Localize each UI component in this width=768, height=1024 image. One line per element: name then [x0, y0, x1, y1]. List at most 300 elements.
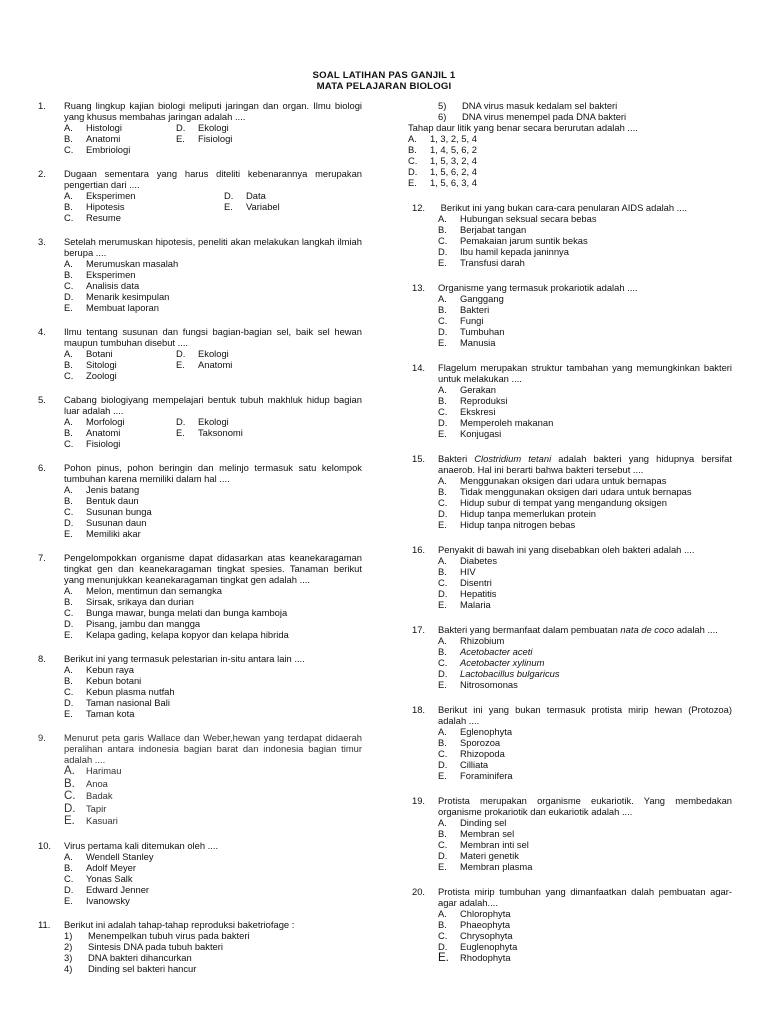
question-stem: Berikut ini yang bukan cara-cara penularan AIDS adalah ....: [438, 202, 688, 213]
question-12: [412, 202, 732, 268]
question-number: 13.: [412, 282, 426, 293]
option-letter: B.: [64, 495, 73, 506]
option-letter: A.: [64, 850, 73, 862]
stem-part: adalah bakteri yang hidupnya bersifat anaerob. Hal ini berarti bahwa bakteri tersebut ....: [438, 453, 732, 475]
option-text: Manusia: [460, 337, 496, 348]
option-text: Pemakaian jarum suntik bekas: [460, 235, 588, 246]
option-letter: C.: [64, 790, 76, 802]
option-text: Materi genetik: [460, 850, 519, 861]
option-letter: A.: [438, 293, 447, 304]
option-text: Memperoleh makanan: [460, 417, 554, 428]
option-c: [438, 577, 732, 588]
step-text: DNA bakteri dihancurkan: [88, 951, 192, 963]
option-letter: D.: [438, 417, 448, 428]
option-text: Melon, mentimun dan semangka: [86, 585, 223, 596]
option-text: Hidup subur di tempat yang mengandung oksigen: [460, 497, 667, 508]
option-letter: B.: [438, 566, 447, 577]
option-e: [438, 861, 732, 872]
question-19: [412, 795, 732, 872]
option-a: [64, 484, 362, 495]
option-b: [438, 919, 732, 930]
step-text: DNA virus masuk kedalam sel bakteri: [462, 100, 618, 111]
option-letter: B.: [438, 919, 447, 930]
option-letter: E.: [438, 337, 447, 348]
option-text: Ganggang: [460, 293, 504, 304]
option-b: [438, 224, 732, 235]
option-e: [64, 815, 362, 828]
question-3: [38, 236, 362, 313]
question-number: 15.: [412, 453, 426, 464]
option-letter: C.: [64, 607, 74, 618]
step-4: [64, 963, 362, 974]
option-text: Hipotesis: [86, 201, 125, 212]
stem-part: adalah ....: [674, 624, 718, 635]
option-text: Susunan daun: [86, 517, 147, 528]
option-text: Acetobacter xylinum: [460, 657, 545, 668]
option-text: Rhizopoda: [460, 748, 505, 759]
option-d: [408, 166, 732, 177]
option-letter: E.: [64, 528, 73, 539]
option-letter: B.: [64, 675, 73, 686]
option-text: Jenis batang: [86, 484, 140, 495]
option-text: Ekologi: [198, 348, 229, 359]
question-stem: Setelah merumuskan hipotesis, peneliti akan melakukan langkah ilmiah berupa ....: [64, 236, 362, 258]
question-number: 17.: [412, 624, 426, 635]
option-text: Bentuk daun: [86, 495, 139, 506]
option-text: Reproduksi: [460, 395, 508, 406]
option-text: Histologi: [86, 122, 122, 133]
option-text: Membuat laporan: [86, 302, 159, 313]
option-letter: D.: [176, 416, 186, 427]
option-e: [64, 895, 362, 906]
question-stem: Berikut ini yang bukan termasuk protista mirip hewan (Protozoa) adalah ....: [438, 704, 732, 726]
option-letter: B.: [64, 269, 73, 280]
option-b: [438, 395, 732, 406]
option-letter: B.: [64, 596, 73, 607]
option-text: Taman kota: [86, 708, 135, 719]
question-15: [412, 453, 732, 530]
option-letter: E.: [64, 894, 73, 906]
option-text: Ekologi: [198, 416, 229, 427]
option-letter: A.: [64, 122, 73, 133]
option-letter: B.: [438, 224, 447, 235]
question-4: [38, 326, 362, 381]
option-b: [438, 304, 732, 315]
option-letter: D.: [408, 166, 418, 177]
option-letter: E.: [224, 201, 233, 212]
question-number: 1.: [38, 100, 46, 111]
option-a: [64, 585, 362, 596]
option-text: Morfologi: [86, 416, 125, 427]
option-letter: A.: [64, 585, 73, 596]
option-text: Euglenophyta: [460, 941, 518, 952]
option-letter: E.: [438, 679, 447, 690]
question-number: 19.: [412, 795, 426, 806]
option-a: [438, 726, 732, 737]
question-number: 2.: [38, 168, 46, 179]
option-text: Foraminifera: [460, 770, 513, 781]
question-stem: Organisme yang termasuk prokariotik adalah ....: [438, 282, 638, 293]
option-b: [438, 828, 732, 839]
option-letter: A.: [408, 133, 417, 144]
question-number: 16.: [412, 544, 426, 555]
option-letter: D.: [64, 291, 74, 302]
option-letter: E.: [438, 861, 447, 872]
option-a: [64, 664, 362, 675]
option-a: [438, 817, 732, 828]
option-e: [64, 302, 362, 313]
option-c: [64, 686, 362, 697]
option-letter: A.: [64, 664, 73, 675]
option-c: [64, 607, 362, 618]
option-letter: B.: [438, 828, 447, 839]
option-c: [438, 235, 732, 246]
option-text: Chrysophyta: [460, 930, 513, 941]
option-d: [438, 850, 732, 861]
question-9: [38, 732, 362, 828]
step-text: Menempelkan tubuh virus pada bakteri: [88, 929, 250, 941]
option-e: [438, 679, 732, 690]
option-d: [64, 618, 362, 629]
option-text: Menggunakan oksigen dari udara untuk bernapas: [460, 475, 667, 486]
option-letter: B.: [64, 861, 73, 873]
question-stem: Cabang biologiyang mempelajari bentuk tubuh makhluk hidup bagian luar adalah ....: [64, 394, 362, 416]
option-letter: E.: [438, 257, 447, 268]
question-10: [38, 840, 362, 906]
option-letter: C.: [438, 930, 448, 941]
species-name: Clostridium tetani: [474, 453, 552, 464]
option-text: Taman nasional Bali: [86, 697, 170, 708]
option-c: [64, 790, 362, 803]
option-letter: C.: [64, 144, 74, 155]
option-text: HIV: [460, 566, 476, 577]
question-13: [412, 282, 732, 348]
option-d: [438, 588, 732, 599]
option-letter: D.: [64, 802, 76, 815]
option-d: [438, 941, 732, 952]
question-stem: Pohon pinus, pohon beringin dan melinjo termasuk satu kelompok tumbuhan karena memiliki dalam hal ....: [64, 462, 362, 484]
option-a: [64, 851, 362, 862]
option-letter: D.: [438, 759, 448, 770]
option-letter: B.: [438, 304, 447, 315]
option-text: Kebun raya: [86, 664, 134, 675]
option-letter: C.: [438, 235, 448, 246]
option-letter: B.: [64, 777, 75, 790]
option-letter: E.: [176, 359, 185, 370]
option-a: [64, 765, 362, 778]
option-c: [438, 930, 732, 941]
option-a: [438, 908, 732, 919]
option-text: Data: [246, 190, 266, 201]
option-grid: [64, 190, 362, 223]
question-stem: Berikut ini adalah tahap-tahap reproduksi baketriofage :: [64, 918, 295, 930]
question-8: [38, 653, 362, 719]
question-number: 20.: [412, 886, 426, 897]
option-text: Ibu hamil kepada janinnya: [460, 246, 569, 257]
option-text: Diabetes: [460, 555, 498, 566]
option-letter: A.: [64, 484, 73, 495]
question-number: 4.: [38, 326, 46, 337]
question-number: 7.: [38, 552, 46, 563]
option-d: [438, 417, 732, 428]
question-stem: Menurut peta garis Wallace dan Weber,hewan yang terdapat didaerah peralihan antara indonesia bagian barat dan indonesia bagian timur adalah ....: [64, 732, 362, 765]
option-letter: A.: [64, 348, 73, 359]
option-text: Eksperimen: [86, 269, 136, 280]
option-text: Eglenophyta: [460, 726, 513, 737]
stem-part: Bakteri: [438, 453, 475, 464]
option-c: [438, 839, 732, 850]
option-text: Malaria: [460, 599, 491, 610]
option-text: Ivanowsky: [86, 894, 130, 906]
option-text: Konjugasi: [460, 428, 502, 439]
option-letter: C.: [64, 506, 74, 517]
option-d: [438, 246, 732, 257]
option-letter: A.: [438, 635, 447, 646]
option-b: [64, 596, 362, 607]
option-letter: D.: [438, 508, 448, 519]
question-18: [412, 704, 732, 781]
option-text: Gerakan: [460, 384, 496, 395]
option-e: [408, 177, 732, 188]
option-text: Hepatitis: [460, 588, 497, 599]
option-b: [438, 646, 732, 657]
option-text: Sporozoa: [460, 737, 501, 748]
step-number: 4): [64, 962, 73, 974]
option-letter: B.: [64, 133, 73, 144]
option-letter: B.: [438, 395, 447, 406]
question-stem: Virus pertama kali ditemukan oleh ....: [64, 839, 219, 851]
option-text: Lactobacillus bulgaricus: [460, 668, 560, 679]
step-5: [438, 100, 732, 111]
question-number: 9.: [38, 732, 46, 743]
step-number: 1): [64, 929, 73, 941]
option-text: Embriologi: [86, 144, 131, 155]
option-text: Tidak menggunakan oksigen dari udara untuk bernapas: [460, 486, 692, 497]
option-text: Fungi: [460, 315, 484, 326]
question-5: [38, 394, 362, 449]
option-letter: D.: [438, 850, 448, 861]
step-3: [64, 952, 362, 963]
exam-title: SOAL LATIHAN PAS GANJIL 1: [312, 70, 456, 81]
option-text: Wendell Stanley: [86, 850, 154, 862]
option-letter: C.: [64, 370, 74, 381]
question-number: 18.: [412, 704, 426, 715]
question-stem: [438, 624, 732, 635]
option-text: Bunga mawar, bunga melati dan bunga kamboja: [86, 607, 288, 618]
option-letter: D.: [438, 941, 448, 952]
option-a: [408, 133, 732, 144]
option-letter: C.: [64, 212, 74, 223]
step-number: 3): [64, 951, 73, 963]
option-text: Hidup tanpa memerlukan protein: [460, 508, 597, 519]
option-letter: C.: [438, 577, 448, 588]
option-c: [438, 406, 732, 417]
option-text: Memiliki akar: [86, 528, 141, 539]
option-text: Menarik kesimpulan: [86, 291, 170, 302]
right-column: [408, 100, 732, 965]
question-17: [412, 624, 732, 690]
option-d: [438, 326, 732, 337]
option-e: [438, 519, 732, 530]
option-text: Anatomi: [86, 427, 121, 438]
option-text: Fisiologi: [86, 438, 121, 449]
option-letter: A.: [438, 213, 447, 224]
option-b: [64, 675, 362, 686]
option-letter: A.: [438, 908, 447, 919]
option-text: Phaeophyta: [460, 919, 511, 930]
option-letter: A.: [438, 555, 447, 566]
option-text: Taksonomi: [198, 427, 243, 438]
question-stem: Protista merupakan organisme eukariotik. Yang membedakan organisme prokariotik dan eukariotik adalah ....: [438, 795, 732, 817]
option-text: Sirsak, srikaya dan durian: [86, 596, 194, 607]
question-7: [38, 552, 362, 640]
option-letter: E.: [438, 519, 447, 530]
option-letter: E.: [64, 302, 73, 313]
question-2: [38, 168, 362, 223]
option-e: [438, 257, 732, 268]
option-b: [64, 495, 362, 506]
stem-part: Bakteri yang bermanfaat dalam pembuatan: [438, 624, 621, 635]
question-11-continued: [412, 100, 732, 122]
option-d: [64, 884, 362, 895]
option-text: Botani: [86, 348, 113, 359]
option-text: Analisis data: [86, 280, 140, 291]
option-text: Adolf Meyer: [86, 861, 137, 873]
option-text: Chlorophyta: [460, 908, 511, 919]
option-text: Rhizobium: [460, 635, 505, 646]
option-letter: D.: [64, 517, 74, 528]
option-e: [64, 528, 362, 539]
option-d: [64, 803, 362, 816]
option-letter: A.: [438, 475, 447, 486]
product-name: nata de coco: [620, 624, 675, 635]
option-text: Kebun plasma nutfah: [86, 686, 175, 697]
option-text: Membran inti sel: [460, 839, 529, 850]
option-text: Yonas Salk: [86, 872, 133, 884]
option-text: Variabel: [246, 201, 280, 212]
question-number: 11.: [38, 918, 51, 930]
option-e: [438, 428, 732, 439]
option-a: [438, 555, 732, 566]
option-letter: E.: [176, 427, 185, 438]
left-column: [38, 100, 362, 974]
step-number: 6): [438, 111, 447, 122]
option-c: [64, 873, 362, 884]
option-b: [64, 269, 362, 280]
option-text: Membran plasma: [460, 861, 533, 872]
option-text: Anoa: [86, 777, 108, 789]
question-number: 6.: [38, 462, 46, 473]
option-c: [408, 155, 732, 166]
option-letter: B.: [64, 427, 73, 438]
question-stem: Berikut ini yang termasuk pelestarian in-situ antara lain ....: [64, 653, 305, 664]
option-grid: [64, 348, 362, 381]
option-letter: C.: [438, 657, 448, 668]
option-letter: A.: [64, 765, 75, 777]
option-e: [438, 952, 732, 965]
step-number: 5): [438, 100, 447, 111]
option-letter: D.: [64, 697, 74, 708]
option-letter: C.: [438, 839, 448, 850]
question-stem: Tahap daur litik yang benar secara berurutan adalah ....: [408, 122, 638, 133]
option-a: [438, 635, 732, 646]
option-text: Acetobacter aceti: [460, 646, 533, 657]
option-c: [438, 657, 732, 668]
option-text: Dinding sel: [460, 817, 507, 828]
option-text: Hubungan seksual secara bebas: [460, 213, 597, 224]
question-number: 14.: [412, 362, 426, 373]
option-letter: E.: [438, 428, 447, 439]
option-text: Membran sel: [460, 828, 515, 839]
question-11-prompt: [408, 122, 732, 188]
step-2: [64, 941, 362, 952]
question-14: [412, 362, 732, 439]
option-text: 1, 5, 3, 2, 4: [430, 155, 477, 166]
option-letter: C.: [438, 406, 448, 417]
option-letter: E.: [176, 133, 185, 144]
option-letter: C.: [438, 315, 448, 326]
question-number: 10.: [38, 839, 52, 851]
option-d: [438, 508, 732, 519]
option-letter: C.: [64, 438, 74, 449]
option-b: [64, 778, 362, 791]
option-text: Fisiologi: [198, 133, 233, 144]
step-text: Dinding sel bakteri hancur: [88, 962, 197, 974]
option-letter: E.: [438, 770, 447, 781]
option-a: [438, 213, 732, 224]
option-text: Kebun botani: [86, 675, 142, 686]
step-number: 2): [64, 940, 73, 952]
option-text: Ekologi: [198, 122, 229, 133]
option-letter: E.: [64, 708, 73, 719]
option-letter: A.: [64, 416, 73, 427]
option-letter: C.: [64, 872, 74, 884]
option-text: Tumbuhan: [460, 326, 505, 337]
option-letter: B.: [438, 646, 447, 657]
option-letter: C.: [408, 155, 418, 166]
option-letter: D.: [438, 588, 448, 599]
option-a: [438, 384, 732, 395]
question-stem: Ruang lingkup kajian biologi meliputi jaringan dan organ. Ilmu biologi yang khusus membahas jaringan adalah ....: [64, 100, 362, 122]
option-letter: D.: [64, 883, 74, 895]
option-letter: A.: [64, 190, 73, 201]
option-text: Nitrosomonas: [460, 679, 518, 690]
option-d: [64, 697, 362, 708]
option-text: Ekskresi: [460, 406, 496, 417]
option-grid: [64, 416, 362, 449]
option-e: [438, 599, 732, 610]
step-text: DNA virus menempel pada DNA bakteri: [462, 111, 627, 122]
option-text: Disentri: [460, 577, 492, 588]
option-text: Transfusi darah: [460, 257, 525, 268]
question-16: [412, 544, 732, 610]
option-text: Harimau: [86, 765, 122, 776]
option-letter: D.: [176, 122, 186, 133]
option-text: Hidup tanpa nitrogen bebas: [460, 519, 576, 530]
option-text: Zoologi: [86, 370, 117, 381]
option-letter: E.: [438, 599, 447, 610]
option-grid: [64, 122, 362, 155]
option-text: Cilliata: [460, 759, 489, 770]
option-d: [438, 668, 732, 679]
option-text: 1, 5, 6, 3, 4: [430, 177, 477, 188]
option-text: 1, 4, 5, 6, 2: [430, 144, 477, 155]
option-letter: B.: [64, 201, 73, 212]
option-letter: B.: [64, 359, 73, 370]
option-letter: A.: [438, 817, 447, 828]
option-letter: C.: [438, 497, 448, 508]
option-b: [438, 486, 732, 497]
